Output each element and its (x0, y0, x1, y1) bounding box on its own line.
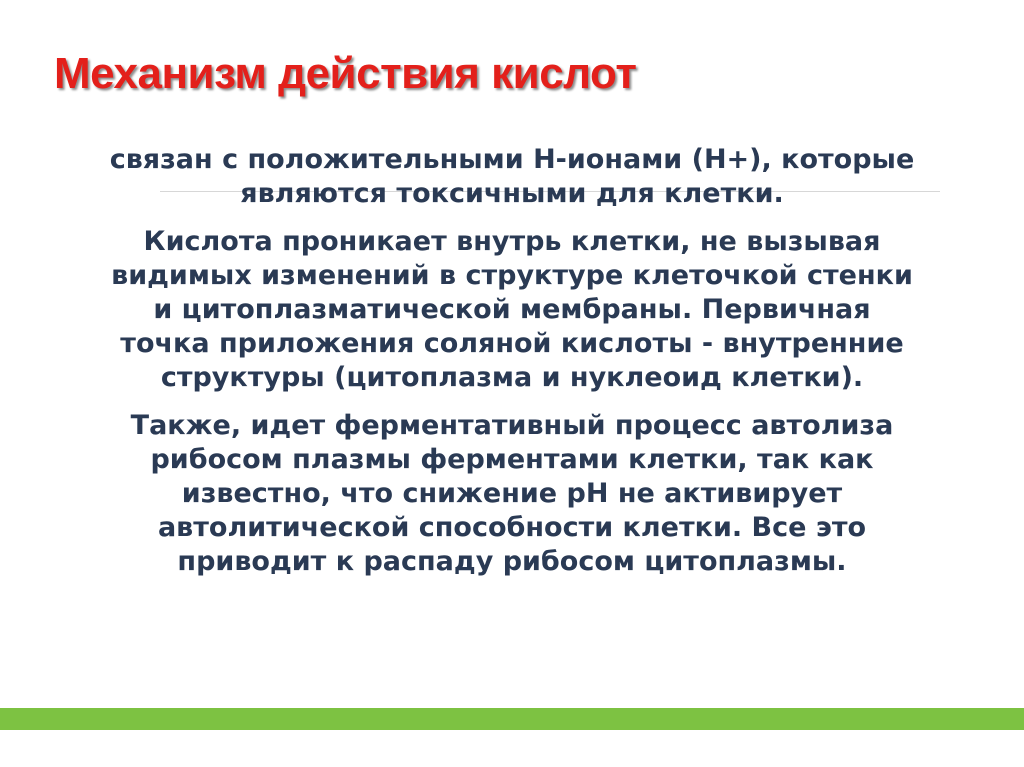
paragraph-line: известно, что снижение рН не активирует (181, 478, 843, 509)
paragraph-line: точка приложения соляной кислоты - внутренние (120, 328, 904, 359)
paragraph-2 (24, 225, 1000, 395)
paragraph-line: связан с положительными Н-ионами (Н+), которые (109, 144, 915, 175)
paragraph-line: приводит к распаду рибосом цитоплазмы. (177, 546, 847, 577)
paragraph-line: автолитической способности клетки. Все это (157, 512, 867, 543)
slide-title: Механизм действия кислот (54, 49, 637, 98)
paragraph-1 (24, 143, 1000, 211)
footer-white-stripe (0, 730, 1024, 767)
paragraph-line: рибосом плазмы ферментами клетки, так как (150, 444, 874, 475)
paragraph-line: структуры (цитоплазма и нуклеоид клетки). (160, 362, 864, 393)
paragraph-line: и цитоплазматической мембраны. Первичная (153, 294, 871, 325)
paragraph-line: видимых изменений в структуре клеточкой стенки (111, 260, 913, 291)
slide-body (24, 143, 1000, 593)
paragraph-line: Кислота проникает внутрь клетки, не вызывая (143, 226, 881, 257)
paragraph-line: являются токсичными для клетки. (240, 178, 784, 209)
footer-green-band (0, 708, 1024, 730)
paragraph-line: Также, идет ферментативный процесс автолиза (130, 410, 894, 441)
paragraph-3 (24, 409, 1000, 579)
